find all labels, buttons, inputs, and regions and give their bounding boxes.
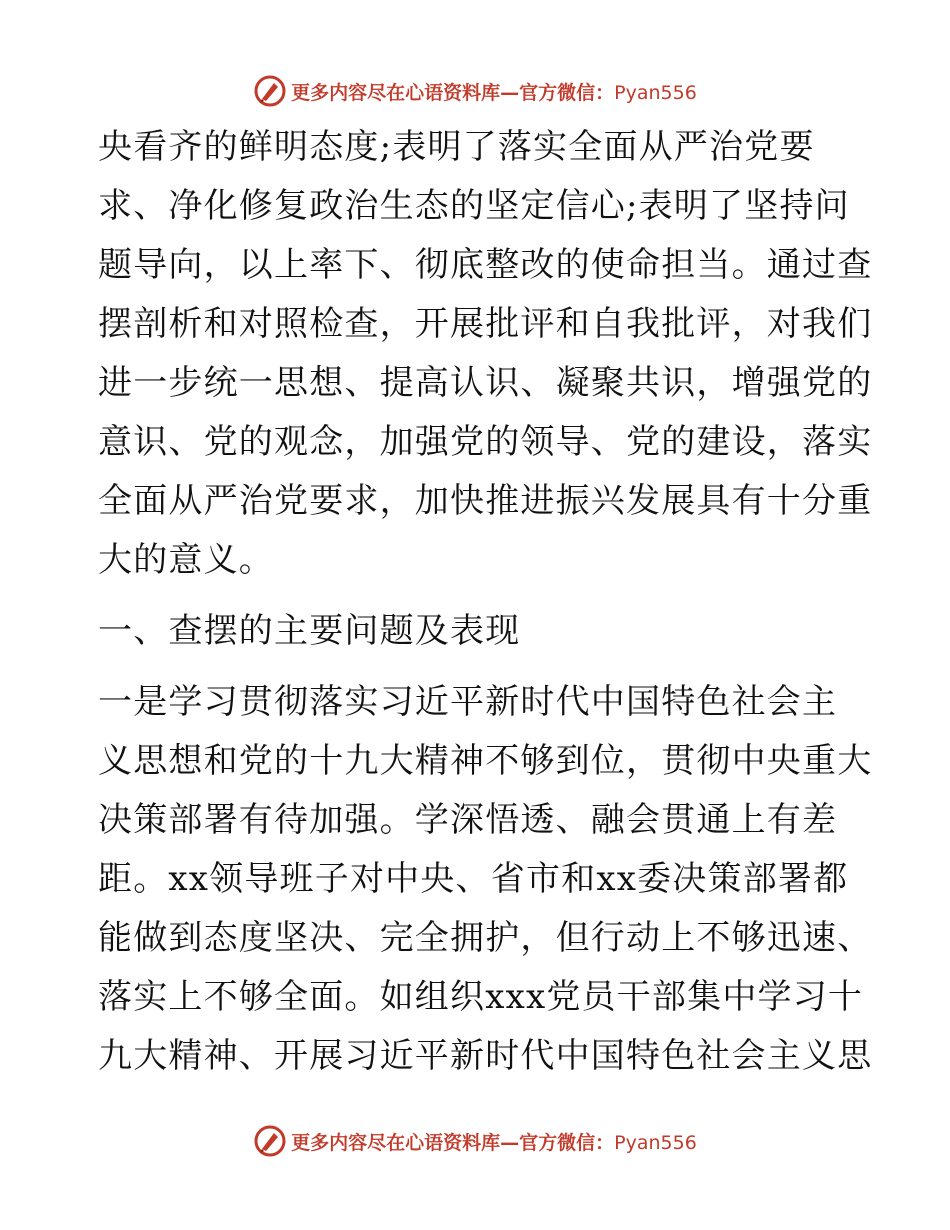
- text-line: 义思想和党的十九大精神不够到位，贯彻中央重大: [98, 741, 873, 781]
- text-line: 题导向，以上率下、彻底整改的使命担当。通过查: [98, 245, 873, 285]
- text-line: 求、净化修复政治生态的坚定信心;表明了坚持问: [98, 186, 850, 226]
- header-banner-text: 更多内容尽在心语资料库—官方微信：Pyan556: [291, 81, 697, 104]
- text-line: 落实上不够全面。如组织xxx党员干部集中学习十: [98, 977, 864, 1017]
- text-line: 进一步统一思想、提高认识、凝聚共识，增强党的: [98, 363, 873, 403]
- text-line: 距。xx领导班子对中央、省市和xx委决策部署都: [98, 859, 849, 899]
- header-banner: [0, 71, 950, 111]
- footer-banner-text: 更多内容尽在心语资料库—官方微信：Pyan556: [291, 1131, 697, 1154]
- paragraph-2: [98, 673, 873, 1086]
- pen-logo-icon: [253, 1124, 287, 1158]
- text-line: 大的意义。: [98, 540, 274, 580]
- text-line: 央看齐的鲜明态度;表明了落实全面从严治党要: [98, 127, 815, 167]
- text-line: 一是学习贯彻落实习近平新时代中国特色社会主: [98, 682, 838, 722]
- footer-banner: [0, 1121, 950, 1161]
- text-line: 能做到态度坚决、完全拥护，但行动上不够迅速、: [98, 918, 873, 958]
- footer-wechat-id: Pyan556: [614, 1131, 697, 1154]
- text-line: 摆剖析和对照检查，开展批评和自我批评，对我们: [98, 304, 873, 344]
- text-line: 九大精神、开展习近平新时代中国特色社会主义思: [98, 1036, 873, 1076]
- document-body: [98, 118, 873, 1086]
- paragraph-1: [98, 118, 873, 590]
- pen-logo-icon: [253, 74, 287, 108]
- text-line: 全面从严治党要求，加快推进振兴发展具有十分重: [98, 481, 873, 521]
- header-wechat-id: Pyan556: [614, 81, 697, 104]
- text-line: 决策部署有待加强。学深悟透、融会贯通上有差: [98, 800, 838, 840]
- text-line: 意识、党的观念，加强党的领导、党的建设，落实: [98, 422, 873, 462]
- section-heading: 一、查摆的主要问题及表现: [98, 611, 521, 651]
